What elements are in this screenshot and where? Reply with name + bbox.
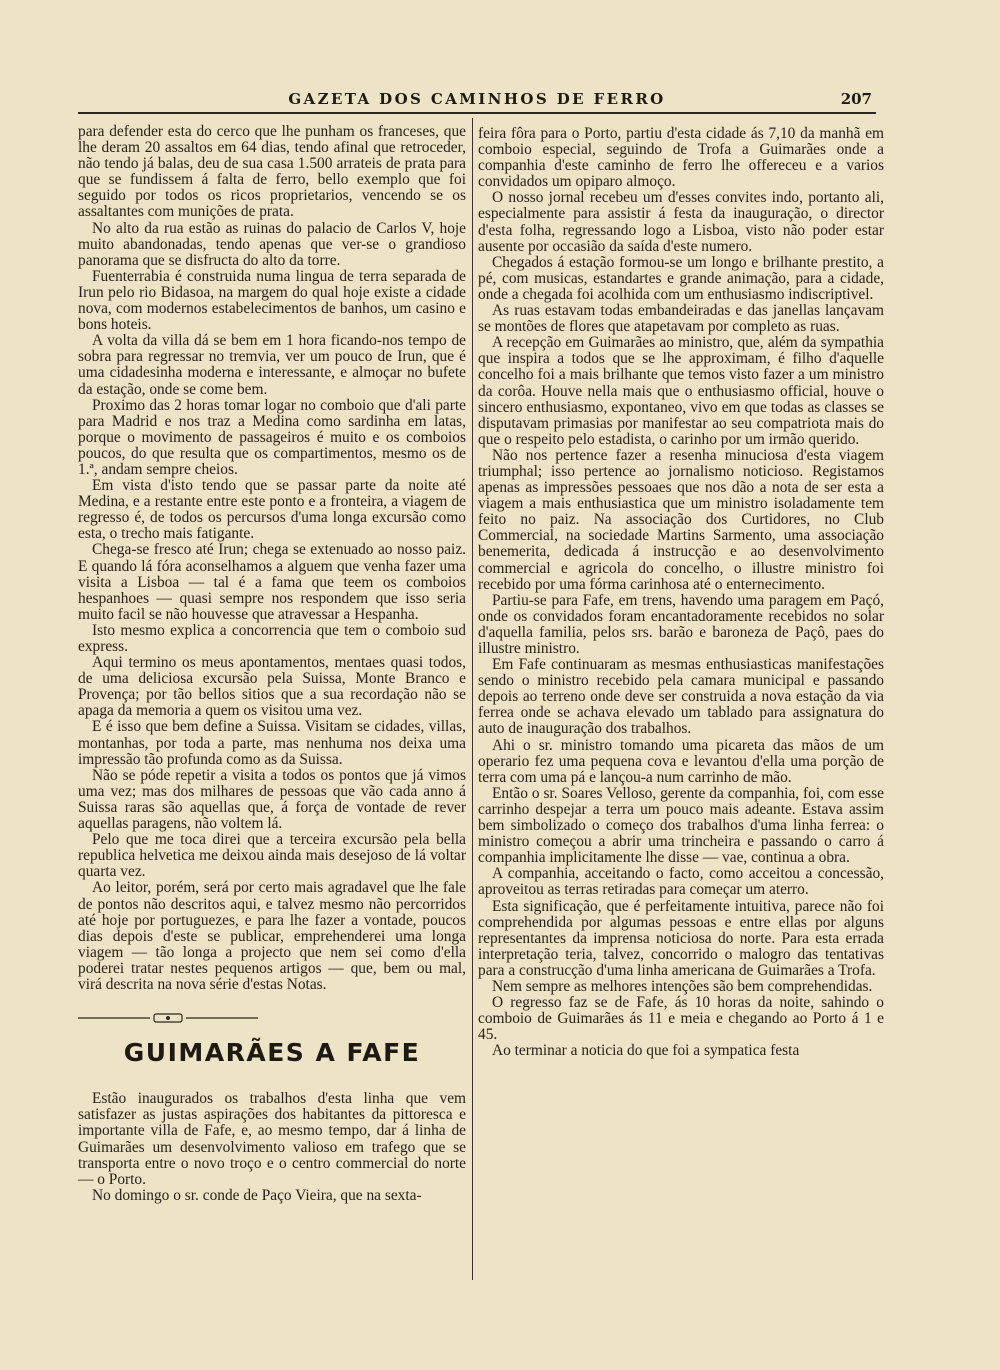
paragraph: Partiu-se para Fafe, em trens, havendo uma paragem em Paçó, onde os convidados foram encantadoramente recebidos no solar d'aquella familia, pelos srs. barão e baroneza de Paçô, paes do illustre ministro. [478, 591, 884, 657]
paragraph: As ruas estavam todas embandeiradas e das janellas lançavam se montões de flores que atapetavam por completo as ruas. [478, 302, 884, 336]
paragraph: Ahi o sr. ministro tomando uma picareta das mãos de um operario fez uma pequena cova e levantou d'ella uma porção de terra com uma pá e lançou-a num carrinho de mão. [478, 736, 884, 786]
paragraph: Em vista d'isto tendo que se passar parte da noite até Medina, e a restante entre este ponto e a fronteira, a viagem de regresso é, de todos os percursos d'uma longa excursão como esta, o trecho mais fatigante. [78, 477, 466, 543]
paragraph: E é isso que bem define a Suissa. Visitam se cidades, villas, montanhas, por toda a parte, mas nenhuma nos deixa uma impressão tão profunda como as da Suissa. [78, 718, 466, 768]
right-column [478, 126, 884, 1059]
section-title: GUIMARÃES A FAFE [123, 1038, 421, 1068]
paragraph: Chega-se fresco até Irun; chega se extenuado ao nosso paiz. E quando lá fóra aconselhamos a alguem que venha fazer uma visita a Lisboa — tal é a fama que teem os comboios hespanhoes — quasi sempre nos respondem que isso seria muito facil se não houvesse que atravessar a Hespanha. [78, 541, 466, 623]
paragraph: Ao terminar a noticia do que foi a sympatica festa [492, 1042, 800, 1060]
section-divider-ornament [78, 1013, 258, 1023]
paragraph: Pelo que me toca direi que a terceira excursão pela bella republica helvetica me deixou ainda mais desejoso de lá voltar quarta vez. [78, 831, 466, 881]
page-header [78, 90, 876, 110]
paragraph: Fuenterrabia é construida numa lingua de terra separada de Irun pelo rio Bidasoa, na margem do qual hoje existe a cidade nova, com modernos estabelecimentos de banhos, um casino e bons hoteis. [78, 267, 466, 334]
paragraph: Nem sempre as melhores intenções são bem comprehendidas. [492, 977, 873, 995]
paragraph: No domingo o sr. conde de Paço Vieira, que na sexta- [92, 1186, 422, 1204]
journal-title: GAZETA DOS CAMINHOS DE FERRO [288, 90, 666, 108]
paragraph: Chegados á estação formou-se um longo e brilhante prestito, a pé, com musicas, estandartes e grande animação, para a cidade, onde a chegada foi acolhida com um enthusiasmo indiscriptivel. [478, 253, 884, 303]
paragraph: feira fôra para o Porto, partiu d'esta cidade ás 7,10 da manhã em comboio especial, seguindo de Trofa a Guimarães onde a companhia d'este caminho de ferro lhe offereceu e a varios convidados um opiparo almoço. [478, 125, 884, 191]
left-column [78, 124, 466, 1204]
paragraph: A volta da villa dá se bem em 1 hora ficando-nos tempo de sobra para regressar no tremvia, ver um pouco de Irun, que é uma cidadesinha moderna e interessante, e almoçar no bufete da estação, onde se come bem. [78, 332, 466, 398]
header-rule [78, 112, 876, 114]
paragraph: Isto mesmo explica a concorrencia que tem o comboio sud express. [78, 621, 466, 655]
paragraph: Aqui termino os meus apontamentos, mentaes quasi todos, de uma deliciosa excursão pela Suissa, Monte Branco e Provença; por tão bellos sitios que a sua recordação não se apaga da memoria a quem os visitou uma vez. [78, 654, 466, 720]
paragraph: Esta significação, que é perfeitamente intuitiva, parece não foi comprehendida por algumas pessoas e entre ellas por alguns representantes da imprensa noticiosa do norte. Para esta errada interpretação teria, talvez, concorrido o malogro das tentativas para a construcção d'uma linha americana de Guimarães a Trofa. [478, 897, 884, 979]
paragraph: A companhia, acceitando o facto, como acceitou a concessão, aproveitou as terras retiradas para começar um aterro. [478, 865, 884, 899]
paragraph: Em Fafe continuaram as mesmas enthusiasticas manifestações sendo o ministro recebido pela camara municipal e passando depois ao terreno onde deve ser construida a nova estação da via ferrea onde se achava elevado um tablado para assignatura do auto de inauguração dos trabalhos. [478, 656, 884, 738]
page-number: 207 [840, 90, 872, 108]
paragraph: No alto da rua estão as ruinas do palacio de Carlos V, hoje muito abandonadas, tendo apenas que ver-se o grandioso panorama que se disfructa do alto da torre. [78, 219, 466, 269]
paragraph: para defender esta do cerco que lhe punham os franceses, que lhe deram 20 assaltos em 64 dias, tendo afinal que retroceder, não tendo já balas, deu de sua casa 1.500 arrateis de prata para que se fundissem á falta de ferro, bello exemplo que foi seguido por todos os ricos proprietarios, vencendo se os assaltantes com munições de prata. [78, 123, 466, 221]
paragraph: Não nos pertence fazer a resenha minuciosa d'esta viagem triumphal; isso pertence ao jornalismo noticioso. Registamos apenas as impressões pessoaes que nos dão a nota de ser esta a viagem a mais enthusiastica que um ministro isoladamente tem feito no paiz. Na associação dos Curtidores, no Club Commercial, na sociedade Martins Sarmento, uma associação benemerita, dedicada á instrucção e ao desenvolvimento commercial e agricola do concelho, o illustre ministro foi recebido por uma fórma carinhosa até o enternecimento. [478, 446, 884, 593]
paragraph: Proximo das 2 horas tomar logar no comboio que d'ali parte para Madrid e nos traz a Medina como sardinha em latas, porque o movimento de passageiros é muito e os comboios poucos, do que resulta que os compartimentos, mesmo os de 1.ª, andam sempre cheios. [78, 396, 466, 478]
paragraph: O regresso faz se de Fafe, ás 10 horas da noite, sahindo o comboio de Guimarães ás 11 e meia e chegando ao Porto á 1 e 45. [478, 994, 884, 1044]
paragraph: Não se póde repetir a visita a todos os pontos que já vimos uma vez; mas dos milhares de pessoas que vão cada anno á Suissa raras são aquellas que, á força de vontade de rever aquellas paragens, não voltem lá. [78, 766, 466, 833]
paragraph: Estão inaugurados os trabalhos d'esta linha que vem satisfazer as justas aspirações dos habitantes da pittoresca e importante villa de Fafe, e, ao mesmo tempo, dar á linha de Guimarães um desenvolvimento valioso em trafego que se transporta entre o novo troço e o centro commercial do norte — o Porto. [78, 1090, 466, 1188]
paragraph: Ao leitor, porém, será por certo mais agradavel que lhe fale de pontos não descritos aqui, e talvez mesmo não percorridos até hoje por portuguezes, e para lhe fazer a vontade, poucos dias depois d'este se publicar, emprehenderei uma longa viagem — tão longa a projecto que nem sei como d'ella poderei tratar nestes pequenos artigos — que, bem ou mal, virá descrita na nova série d'estas Notas. [78, 879, 466, 993]
paragraph: O nosso jornal recebeu um d'esses convites indo, portanto ali, especialmente para assistir á festa da inauguração, o director d'esta folha, regressando logo a Lisboa, visto não poder estar ausente por occasião da saída d'este numero. [478, 189, 884, 255]
paragraph: Então o sr. Soares Velloso, gerente da companhia, foi, com esse carrinho despejar a terra um pouco mais adeante. Estava assim bem simbolizado o começo dos trabalhos d'uma linha ferrea: o ministro começou a abrir uma trincheira e passando o carro á companhia implicitamente lhe disse — vae, continua a obra. [478, 784, 884, 867]
column-divider [472, 118, 473, 1280]
paragraph: A recepção em Guimarães ao ministro, que, além da sympathia que inspira a todos que se lhe approximam, é filho d'aquelle concelho foi a mais brilhante que temos visto fazer a um ministro da corôa. Houve nella mais que o enthusiasmo official, houve o sincero enthusiasmo, expontaneo, vivo em que todas as classes se disputavam primasias por manifestar ao seu compatriota mais do que o respeito pelo estadista, o carinho por um irmão querido. [478, 334, 884, 448]
